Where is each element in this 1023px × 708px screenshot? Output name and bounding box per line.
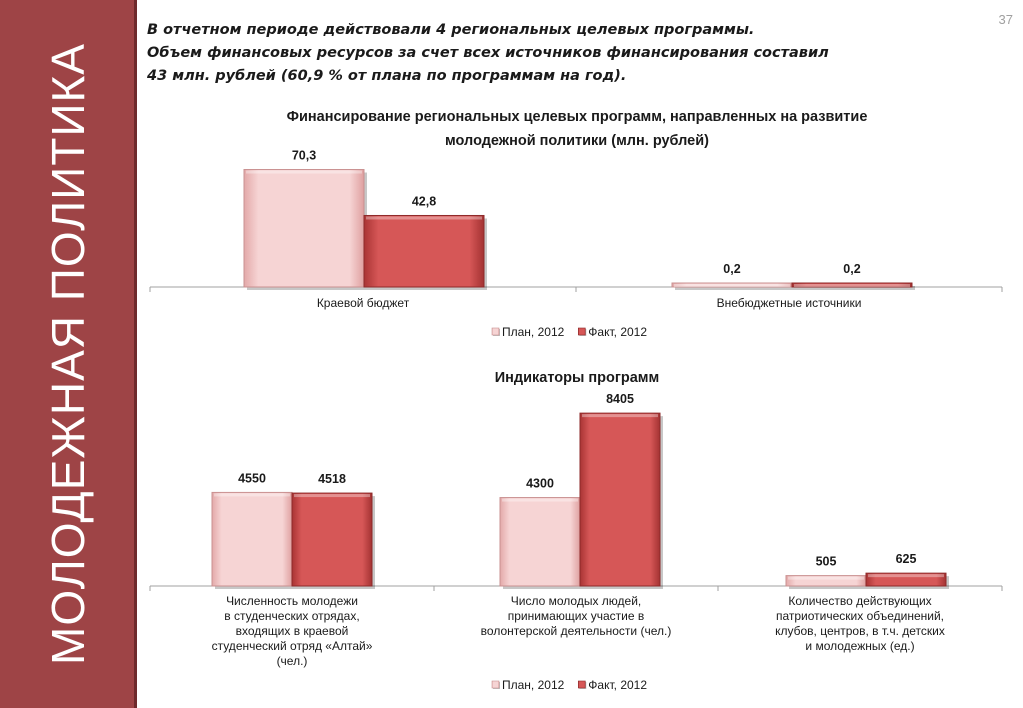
data-label: 4518 bbox=[318, 472, 346, 487]
data-label: 4550 bbox=[238, 471, 266, 486]
bar-highlight bbox=[868, 574, 944, 577]
category-label: Количество действующих bbox=[788, 594, 932, 608]
bar bbox=[244, 170, 364, 287]
bar-highlight bbox=[246, 171, 362, 174]
intro-line: 43 млн. рублей (60,9 % от плана по программам на год). bbox=[147, 68, 627, 84]
bar-highlight bbox=[366, 216, 482, 219]
data-label: 42,8 bbox=[411, 194, 437, 209]
legend-label: Факт, 2012 bbox=[588, 678, 648, 692]
category-label: Число молодых людей, bbox=[510, 594, 642, 608]
category-label: входящих в краевой bbox=[235, 624, 349, 638]
bar-highlight bbox=[674, 284, 790, 287]
category-label: клубов, центров, в т.ч. детских bbox=[775, 624, 945, 638]
legend-swatch bbox=[578, 328, 585, 335]
sidebar-title: МОЛОДЕЖНАЯ ПОЛИТИКА bbox=[42, 43, 94, 665]
category-label: патриотических объединений, bbox=[775, 609, 945, 623]
bar bbox=[212, 492, 292, 586]
data-label: 70,3 bbox=[291, 148, 317, 163]
category-label: Численность молодежи bbox=[226, 594, 358, 608]
bar-highlight bbox=[294, 494, 370, 497]
legend-label: Факт, 2012 bbox=[588, 325, 648, 339]
category-label: Внебюджетные источники bbox=[716, 296, 862, 310]
category-label: Краевой бюджет bbox=[316, 296, 410, 310]
legend-label: План, 2012 bbox=[502, 325, 565, 339]
category-label: и молодежных (ед.) bbox=[805, 639, 915, 653]
chart-title: Финансирование региональных целевых программ, направленных на развитие bbox=[286, 109, 868, 125]
data-label: 8405 bbox=[606, 392, 634, 407]
intro-line: Объем финансовых ресурсов за счет всех источников финансирования составил bbox=[147, 45, 829, 61]
data-label: 0,2 bbox=[723, 262, 741, 276]
legend-swatch bbox=[578, 681, 585, 688]
legend-swatch bbox=[492, 328, 499, 335]
chart-title: молодежной политики (млн. рублей) bbox=[445, 133, 709, 149]
data-label: 625 bbox=[895, 552, 917, 567]
bar bbox=[292, 493, 372, 586]
bar-highlight bbox=[502, 499, 578, 502]
category-label: принимающих участие в bbox=[507, 609, 645, 623]
bar bbox=[580, 413, 660, 586]
bar-highlight bbox=[794, 284, 910, 287]
intro-line: В отчетном периоде действовали 4 региональных целевых программы. bbox=[147, 22, 755, 38]
category-label: (чел.) bbox=[276, 654, 308, 668]
bar bbox=[500, 498, 580, 586]
legend-label: План, 2012 bbox=[502, 678, 565, 692]
category-label: в студенческих отрядах, bbox=[224, 609, 360, 623]
page-number: 37 bbox=[998, 12, 1013, 27]
bar bbox=[364, 215, 484, 287]
bar-highlight bbox=[214, 493, 290, 496]
chart-title: Индикаторы программ bbox=[494, 370, 660, 386]
bar-highlight bbox=[788, 577, 864, 580]
legend-swatch bbox=[492, 681, 499, 688]
data-label: 505 bbox=[815, 554, 837, 569]
category-label: волонтерской деятельности (чел.) bbox=[480, 624, 672, 638]
data-label: 0,2 bbox=[843, 262, 861, 276]
data-label: 4300 bbox=[526, 476, 554, 491]
bar-highlight bbox=[582, 414, 658, 417]
category-label: студенческий отряд «Алтай» bbox=[211, 639, 373, 653]
